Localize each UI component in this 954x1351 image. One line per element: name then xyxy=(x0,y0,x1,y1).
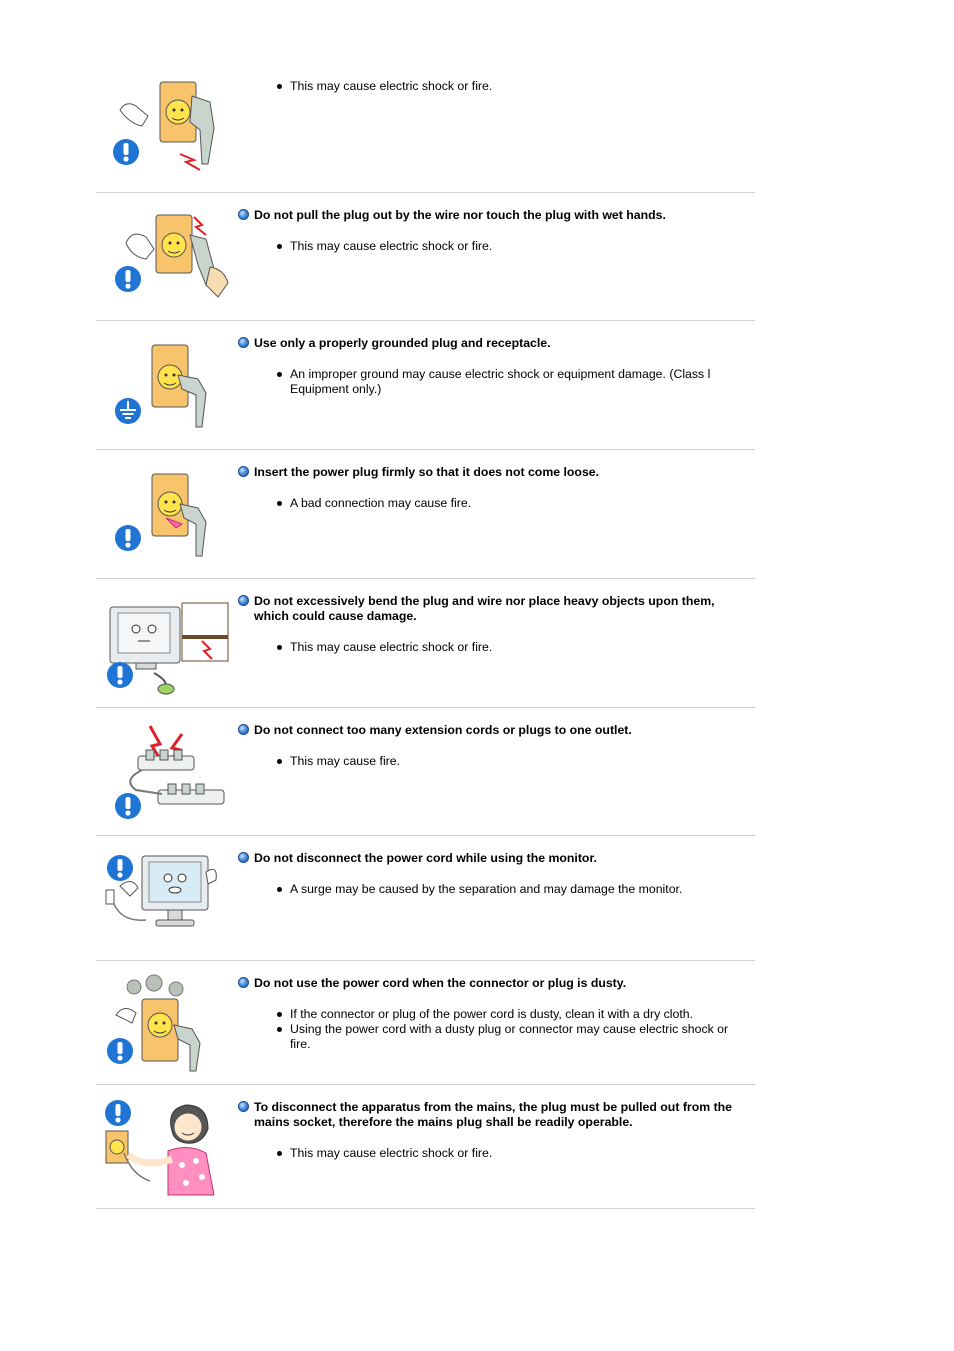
warning-section xyxy=(96,450,755,579)
bullet-item: This may cause electric shock or fire. xyxy=(290,239,752,254)
ground-icon xyxy=(115,398,141,424)
prohibition-icon xyxy=(115,793,141,819)
section-text xyxy=(237,976,752,1052)
warning-section xyxy=(96,579,755,708)
bent-cable-monitor-illustration xyxy=(102,593,232,703)
section-text xyxy=(237,1100,752,1161)
bullet-list xyxy=(237,496,752,511)
section-text xyxy=(237,851,752,897)
bullet-item: Using the power cord with a dusty plug or connector may cause electric shock or fire. xyxy=(290,1022,752,1052)
wet-hand-plug-illustration xyxy=(102,205,232,315)
blue-bullet-icon xyxy=(238,337,249,348)
section-text xyxy=(237,66,752,94)
bullet-list xyxy=(237,367,752,397)
overloaded-power-strip-illustration xyxy=(102,720,232,830)
section-heading: To disconnect the apparatus from the mains, the plug must be pulled out from the mains socket, therefore the mains plug shall be readily operable. xyxy=(237,1100,752,1130)
bullet-list xyxy=(237,754,752,769)
bullet-item: This may cause fire. xyxy=(290,754,752,769)
prohibition-icon xyxy=(107,855,133,881)
warning-section xyxy=(96,1085,755,1209)
bullet-list xyxy=(237,239,752,254)
bullet-list xyxy=(237,882,752,897)
warning-section xyxy=(96,66,755,193)
section-text xyxy=(237,208,752,254)
monitor-unplugged-illustration xyxy=(102,846,232,956)
hand-touching-outlet-illustration xyxy=(102,76,232,186)
section-text xyxy=(237,336,752,397)
section-heading: Insert the power plug firmly so that it does not come loose. xyxy=(237,465,752,480)
bullet-item: If the connector or plug of the power cord is dusty, clean it with a dry cloth. xyxy=(290,1007,752,1022)
section-text xyxy=(237,594,752,655)
woman-unplugging-illustration xyxy=(102,1095,232,1205)
bullet-item: A bad connection may cause fire. xyxy=(290,496,752,511)
section-heading: Use only a properly grounded plug and receptacle. xyxy=(237,336,752,351)
bullet-list xyxy=(237,1146,752,1161)
warning-section xyxy=(96,708,755,836)
blue-bullet-icon xyxy=(238,852,249,863)
bullet-item: This may cause electric shock or fire. xyxy=(290,640,752,655)
blue-bullet-icon xyxy=(238,209,249,220)
bullet-item: A surge may be caused by the separation and may damage the monitor. xyxy=(290,882,752,897)
blue-bullet-icon xyxy=(238,595,249,606)
warning-section xyxy=(96,321,755,450)
section-heading: Do not use the power cord when the connector or plug is dusty. xyxy=(237,976,752,991)
warning-section xyxy=(96,836,755,961)
prohibition-icon xyxy=(113,139,139,165)
bullet-item: This may cause electric shock or fire. xyxy=(290,1146,752,1161)
warning-section xyxy=(96,193,755,321)
bullet-list xyxy=(237,79,752,94)
section-heading: Do not disconnect the power cord while using the monitor. xyxy=(237,851,752,866)
blue-bullet-icon xyxy=(238,1101,249,1112)
section-text xyxy=(237,465,752,511)
prohibition-icon xyxy=(115,266,141,292)
prohibition-icon xyxy=(107,1038,133,1064)
loose-plug-illustration xyxy=(102,464,232,574)
bullet-item: This may cause electric shock or fire. xyxy=(290,79,752,94)
warning-section xyxy=(96,961,755,1085)
prohibition-icon xyxy=(115,525,141,551)
blue-bullet-icon xyxy=(238,466,249,477)
section-text xyxy=(237,723,752,769)
section-heading: Do not pull the plug out by the wire nor touch the plug with wet hands. xyxy=(237,208,752,223)
blue-bullet-icon xyxy=(238,724,249,735)
section-heading: Do not connect too many extension cords or plugs to one outlet. xyxy=(237,723,752,738)
grounded-plug-illustration xyxy=(102,335,232,445)
bullet-item: An improper ground may cause electric shock or equipment damage. (Class l Equipment only.) xyxy=(290,367,752,397)
blue-bullet-icon xyxy=(238,977,249,988)
bullet-list xyxy=(237,1007,752,1052)
prohibition-icon xyxy=(105,1100,131,1126)
prohibition-icon xyxy=(107,662,133,688)
dusty-plug-illustration xyxy=(102,973,232,1083)
section-heading: Do not excessively bend the plug and wire nor place heavy objects upon them, which could cause damage. xyxy=(237,594,752,624)
bullet-list xyxy=(237,640,752,655)
